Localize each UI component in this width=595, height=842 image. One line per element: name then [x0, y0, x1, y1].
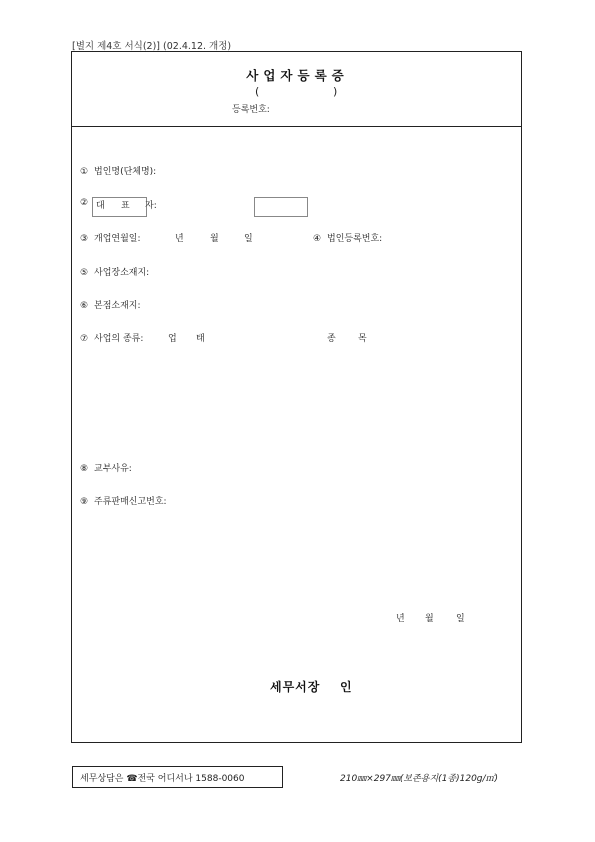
corp-name-field — [80, 164, 156, 177]
representative-label-1: 대 — [96, 201, 105, 211]
open-date-field — [80, 231, 141, 244]
seal-label: 인 — [340, 680, 352, 694]
open-date-label: 개업연월일: — [94, 234, 141, 244]
business-address-label: 사업장소재지: — [94, 268, 150, 278]
issue-date-year: 년 — [396, 614, 405, 624]
business-type-label: 사업의 종류: — [94, 334, 144, 344]
head-office-label: 본점소재지: — [94, 301, 141, 311]
document-title: 사업자등록증 — [246, 68, 349, 83]
business-type-word-2: 태 — [196, 334, 205, 344]
item-number: ③ — [80, 234, 89, 244]
representative-label-2: 표 — [121, 201, 130, 211]
open-date-year: 년 — [175, 234, 184, 244]
item-number: ⑥ — [80, 301, 89, 311]
paper-spec-text: 210㎜×297㎜(보존용지(1종)120g/㎡) — [340, 774, 499, 784]
business-type-field — [80, 331, 143, 344]
open-date-month: 월 — [210, 234, 219, 244]
item-number: ② — [80, 198, 89, 208]
item-number: ⑨ — [80, 497, 89, 507]
liquor-report-field — [80, 494, 167, 507]
corp-name-label: 법인명(단체명): — [94, 167, 157, 177]
item-number: ④ — [313, 234, 322, 244]
item-number: ⑤ — [80, 268, 89, 278]
paren-close: ) — [333, 85, 338, 98]
item-number: ⑦ — [80, 334, 89, 344]
issue-date-day: 일 — [456, 614, 465, 624]
title-divider — [71, 126, 522, 127]
representative-blank-box[interactable] — [254, 197, 308, 217]
open-date-day: 일 — [244, 234, 253, 244]
item-number: ⑧ — [80, 464, 89, 474]
issue-date-month: 월 — [425, 614, 434, 624]
head-office-field — [80, 298, 141, 311]
business-item-word-1: 종 — [327, 334, 336, 344]
registration-number-label: 등록번호: — [232, 105, 270, 115]
form-frame — [71, 51, 522, 743]
paren-open: ( — [255, 85, 260, 98]
tax-office-title: 세무서장 — [270, 680, 321, 694]
issue-reason-field — [80, 461, 132, 474]
business-item-word-2: 목 — [358, 334, 367, 344]
issue-reason-label: 교부사유: — [94, 464, 132, 474]
corp-reg-no-label: 법인등록번호: — [327, 234, 383, 244]
hotline-text: 세무상담은 ☎전국 어디서나 1588-0060 — [80, 774, 245, 784]
business-address-field — [80, 265, 149, 278]
business-type-word-1: 업 — [168, 334, 177, 344]
corp-reg-no-field — [313, 231, 382, 244]
item-number: ① — [80, 167, 89, 177]
liquor-report-label: 주류판매신고번호: — [94, 497, 167, 507]
form-number-label: [별지 제4호 서식(2)] (02.4.12. 개정) — [72, 41, 232, 52]
representative-label-3: 자: — [145, 201, 157, 211]
